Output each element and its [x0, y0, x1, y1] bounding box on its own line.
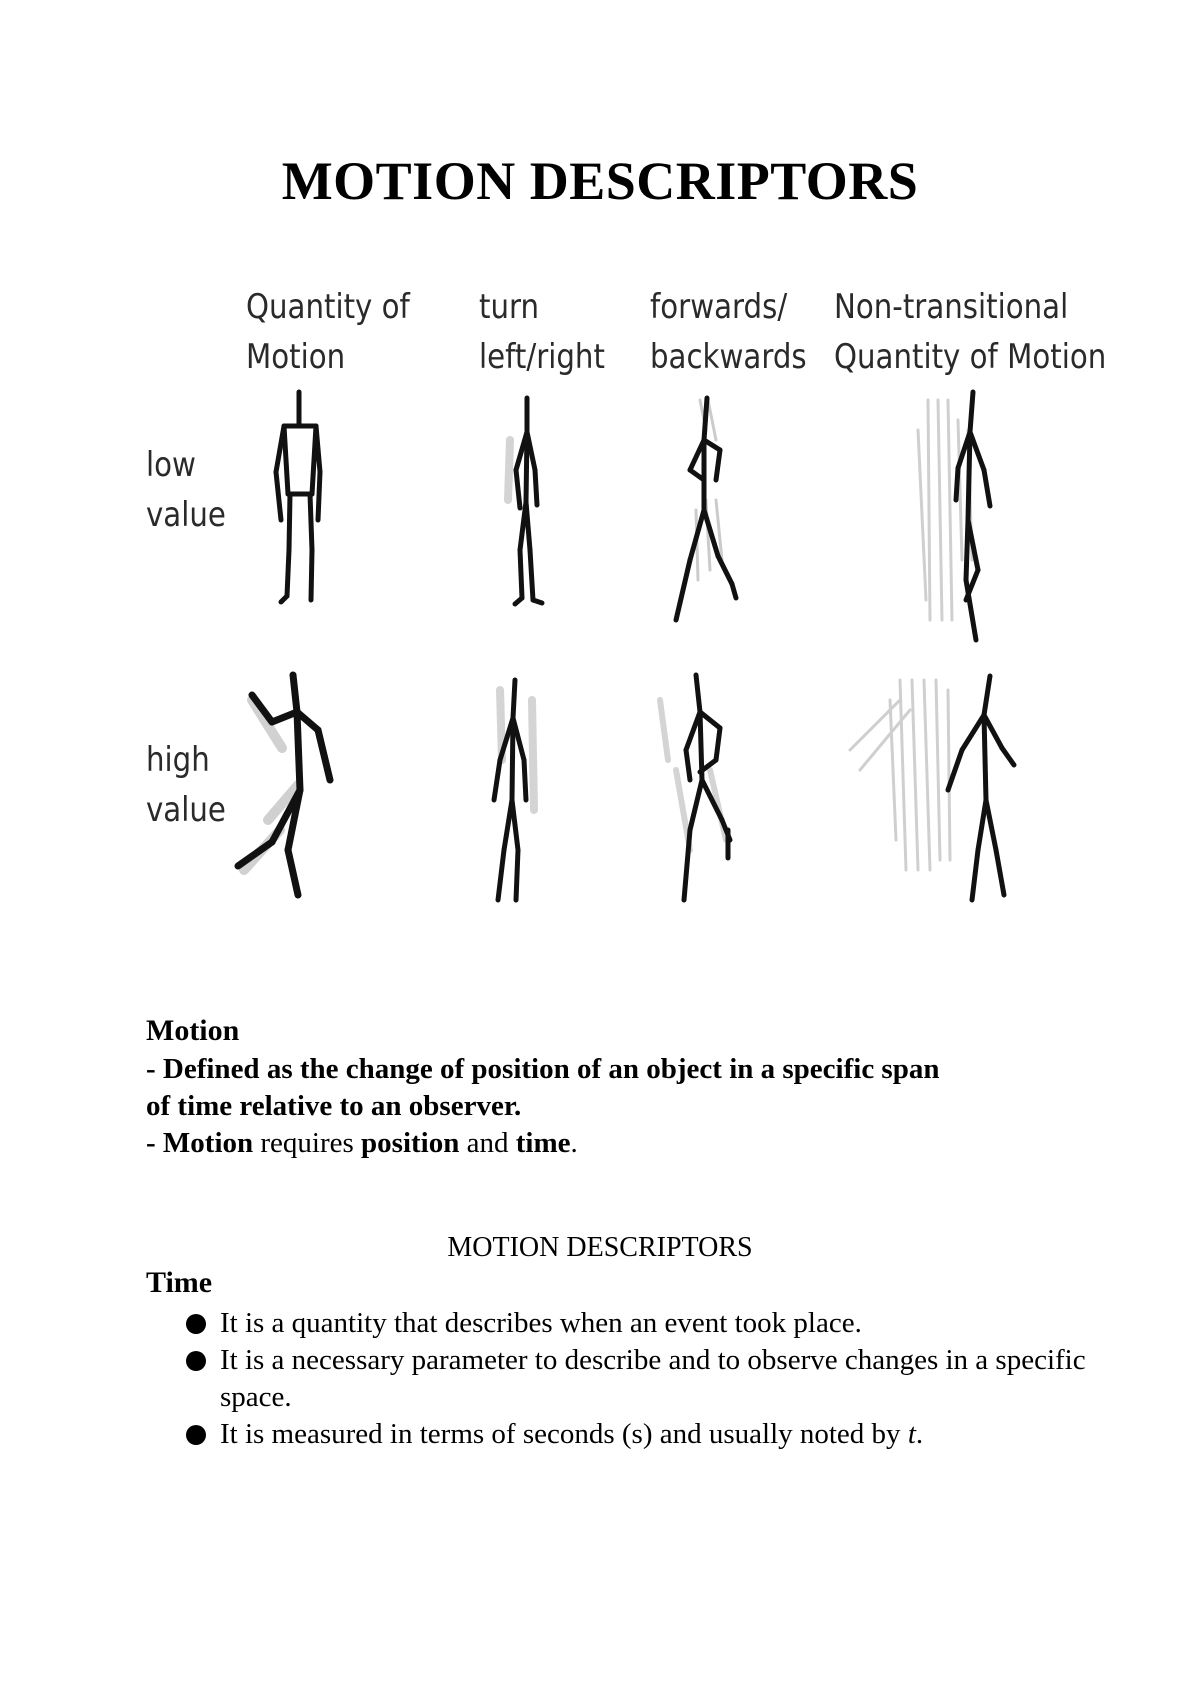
requirement-text: and	[459, 1127, 516, 1159]
row-label-line: value	[146, 495, 226, 535]
bullet-item	[186, 1305, 1086, 1342]
column-label-line: Quantity of Motion	[834, 337, 1107, 377]
stick-figure-turn-low	[508, 398, 542, 604]
stick-figure-forwards-high	[660, 675, 730, 900]
motion-definition	[146, 1051, 1066, 1125]
column-label-line: Non-transitional	[834, 287, 1069, 327]
page-title: MOTION DESCRIPTORS	[281, 151, 919, 211]
definition-line: of time relative to an observer.	[146, 1090, 522, 1122]
stick-figure-quantity-high	[238, 675, 330, 895]
column-label-line: backwards	[650, 337, 807, 377]
section-heading-motion-descriptors: MOTION DESCRIPTORS	[447, 1232, 753, 1263]
column-label-line: left/right	[479, 337, 605, 377]
time-symbol: t	[907, 1418, 916, 1450]
requirement-motion: Motion	[162, 1127, 254, 1159]
requirement-end: .	[570, 1127, 578, 1159]
column-label-line: Motion	[246, 337, 346, 377]
motion-requirement	[146, 1125, 1066, 1162]
bullet-item	[186, 1342, 1086, 1416]
column-label-line: Quantity of	[246, 287, 410, 327]
stick-figure-turn-high	[494, 680, 534, 900]
requirement-time: time	[515, 1127, 571, 1159]
requirement-dash: -	[146, 1127, 163, 1159]
bullet-text: It is a quantity that describes when an event took place.	[220, 1307, 862, 1339]
time-heading: Time	[146, 1266, 213, 1299]
bullet-dot-icon	[186, 1314, 206, 1334]
column-label-line: turn	[479, 287, 540, 327]
bullet-dot-icon	[186, 1425, 206, 1445]
row-label-line: low	[146, 445, 196, 485]
stick-figure-non-transitional-low	[918, 392, 990, 640]
bullet-end: .	[915, 1418, 924, 1450]
column-label-line: forwards/	[650, 287, 788, 327]
time-bullet-list	[186, 1305, 1086, 1453]
requirement-position: position	[361, 1127, 460, 1159]
row-label-line: value	[146, 790, 226, 830]
row-label-line: high	[146, 740, 210, 780]
bullet-item	[186, 1416, 1086, 1453]
bullet-text: It is measured in terms of seconds (s) and usually noted by	[220, 1418, 908, 1450]
motion-heading: Motion	[146, 1014, 240, 1047]
definition-line: - Defined as the change of position of an object in a specific span	[146, 1053, 940, 1085]
stick-figure-non-transitional-high	[850, 676, 1014, 900]
bullet-dot-icon	[186, 1351, 206, 1371]
stick-figure-quantity-low	[276, 392, 320, 602]
bullet-text: It is a necessary parameter to describe and to observe changes in a specific space.	[220, 1344, 1086, 1413]
requirement-text: requires	[253, 1127, 362, 1159]
stick-figure-forwards-low	[676, 398, 736, 620]
